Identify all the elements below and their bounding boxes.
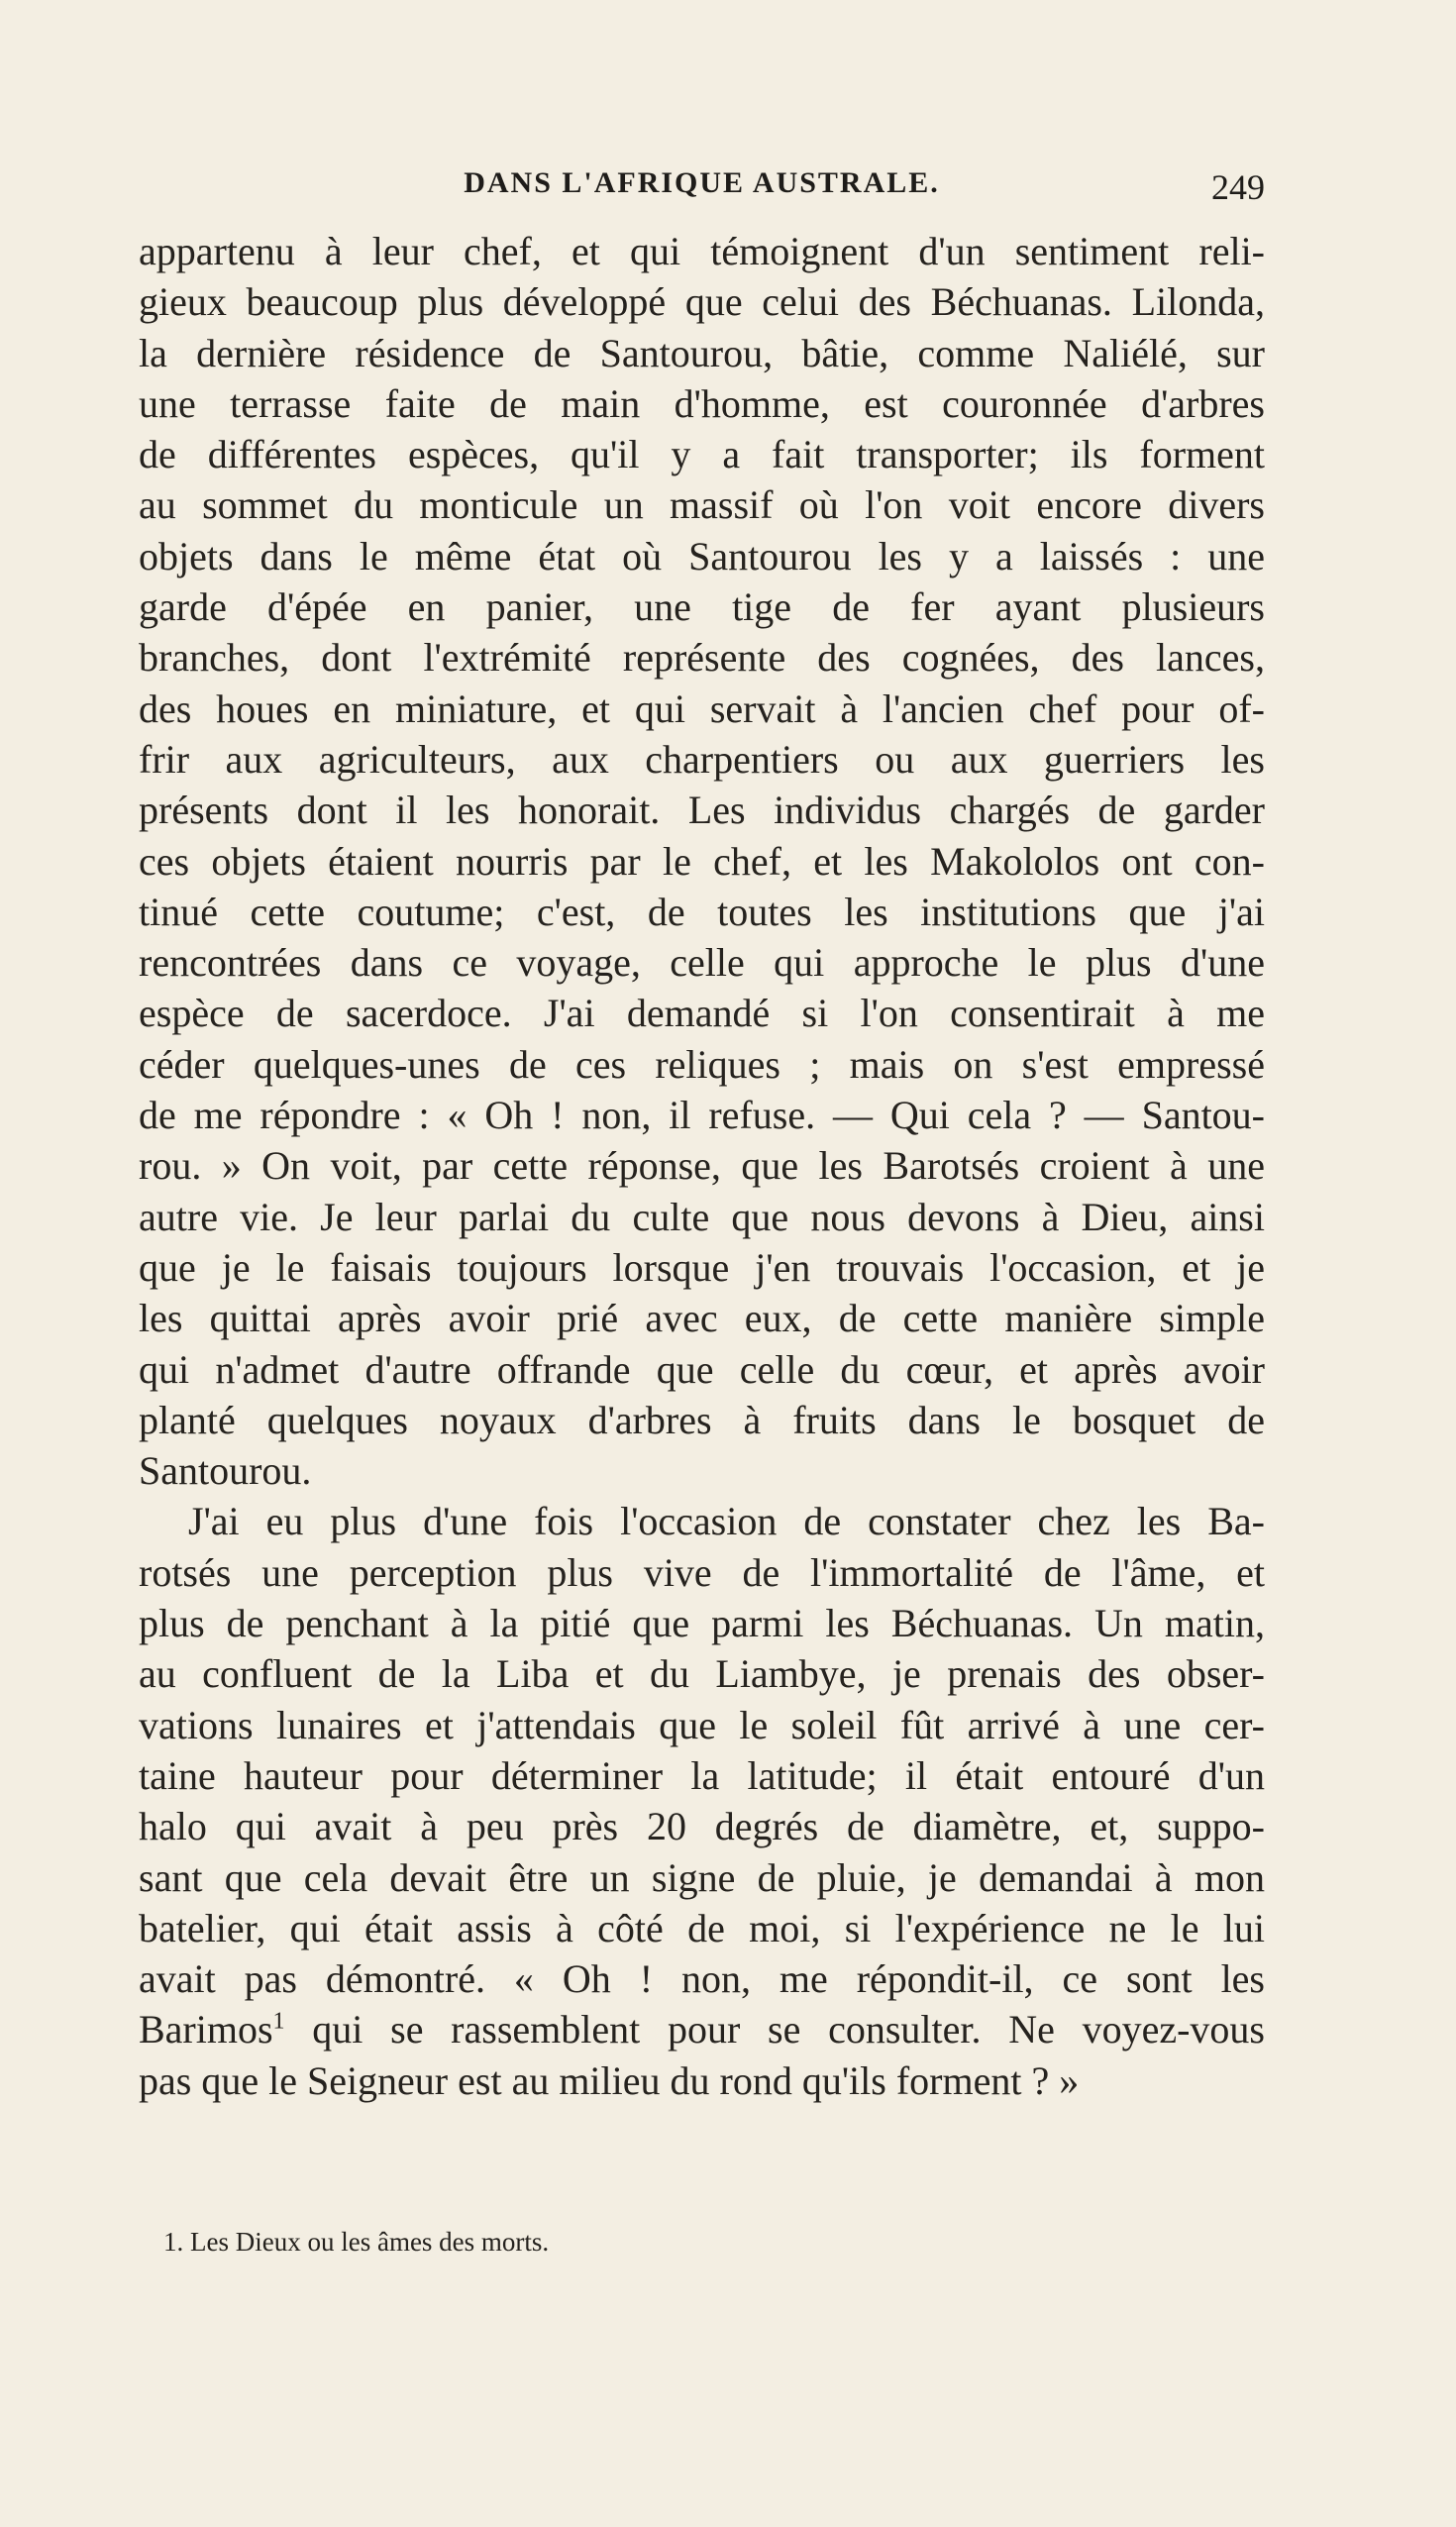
text-line: une terrasse faite de main d'homme, est couronnée d'arbres (139, 380, 1265, 426)
text-line: les quittai après avoir prié avec eux, de cette manière simple (139, 1296, 1265, 1341)
text-line: espèce de sacerdoce. J'ai demandé si l'on consentirait à me (139, 991, 1265, 1036)
text-line: avait pas démontré. « Oh ! non, me répondit-il, ce sont les (139, 1956, 1265, 2002)
text-line: la dernière résidence de Santourou, bâtie, comme Naliélé, sur (139, 330, 1265, 375)
text-line: J'ai eu plus d'une fois l'occasion de constater chez les Ba- (188, 1499, 1265, 1544)
footnote-reference[interactable]: 1 (272, 2009, 285, 2036)
text-line: que je le faisais toujours lorsque j'en trouvais l'occasion, et je (139, 1244, 1265, 1290)
text-line: taine hauteur pour déterminer la latitude; il était entouré d'un (139, 1752, 1265, 1798)
text-line: rencontrées dans ce voyage, celle qui approche le plus d'une (139, 940, 1265, 986)
text-line: planté quelques noyaux d'arbres à fruits dans le bosquet de (139, 1397, 1265, 1442)
text-line: objets dans le même état où Santourou les y a laissés : une (139, 533, 1265, 579)
text-segment: qui se rassemblent pour se consulter. Ne voyez-vous (284, 2007, 1265, 2053)
text-line: au confluent de la Liba et du Liambye, je prenais des obser- (139, 1651, 1265, 1697)
text-line: frir aux agriculteurs, aux charpentiers ou aux guerriers les (139, 736, 1265, 782)
text-line: batelier, qui était assis à côté de moi, si l'expérience ne le lui (139, 1905, 1265, 1950)
text-line: appartenu à leur chef, et qui témoignent d'un sentiment reli- (139, 229, 1265, 273)
text-line: ces objets étaient nourris par le chef, et les Makololos ont con- (139, 838, 1265, 884)
page-number: 249 (1211, 167, 1265, 207)
text-segment: Barimos (139, 2007, 273, 2053)
text-line: rou. » On voit, par cette réponse, que les Barotsés croient à une (139, 1143, 1265, 1189)
footnote: 1. Les Dieux ou les âmes des morts. (163, 2227, 550, 2257)
text-line: au sommet du monticule un massif où l'on voit encore divers (139, 482, 1265, 528)
text-line: sant que cela devait être un signe de pluie, je demandai à mon (139, 1854, 1265, 1900)
text-line: de me répondre : « Oh ! non, il refuse. — Qui cela ? — Santou- (139, 1093, 1265, 1138)
text-line (139, 2004, 1265, 2054)
text-line: halo qui avait à peu près 20 degrés de diamètre, et, suppo- (139, 1804, 1265, 1849)
text-line: Santourou. (139, 1448, 312, 1494)
text-line: branches, dont l'extrémité représente des cognées, des lances, (139, 635, 1265, 681)
text-line: plus de penchant à la pitié que parmi les Béchuanas. Un matin, (139, 1601, 1265, 1646)
page-header (139, 166, 1265, 216)
text-line: autre vie. Je leur parlai du culte que nous devons à Dieu, ainsi (139, 1194, 1265, 1239)
text-line: garde d'épée en panier, une tige de fer ayant plusieurs (139, 584, 1265, 630)
text-line: présents dont il les honorait. Les individus chargés de garder (139, 788, 1265, 833)
text-line: céder quelques-unes de ces reliques ; mais on s'est empressé (139, 1041, 1265, 1087)
running-head: DANS L'AFRIQUE AUSTRALE. (464, 166, 940, 199)
text-line: vations lunaires et j'attendais que le soleil fût arrivé à une cer- (139, 1702, 1265, 1747)
text-line: gieux beaucoup plus développé que celui des Béchuanas. Lilonda, (139, 279, 1265, 325)
text-line: qui n'admet d'autre offrande que celle du cœur, et après avoir (139, 1346, 1265, 1392)
text-line: des houes en miniature, et qui servait à l'ancien chef pour of- (139, 685, 1265, 731)
text-line: de différentes espèces, qu'il y a fait transporter; ils forment (139, 432, 1265, 477)
body-text (139, 226, 1265, 2106)
text-line: pas que le Seigneur est au milieu du rond qu'ils forment ? » (139, 2057, 1080, 2103)
text-line: rotsés une perception plus vive de l'immortalité de l'âme, et (139, 1549, 1265, 1595)
text-line: tinué cette coutume; c'est, de toutes les institutions que j'ai (139, 889, 1265, 934)
